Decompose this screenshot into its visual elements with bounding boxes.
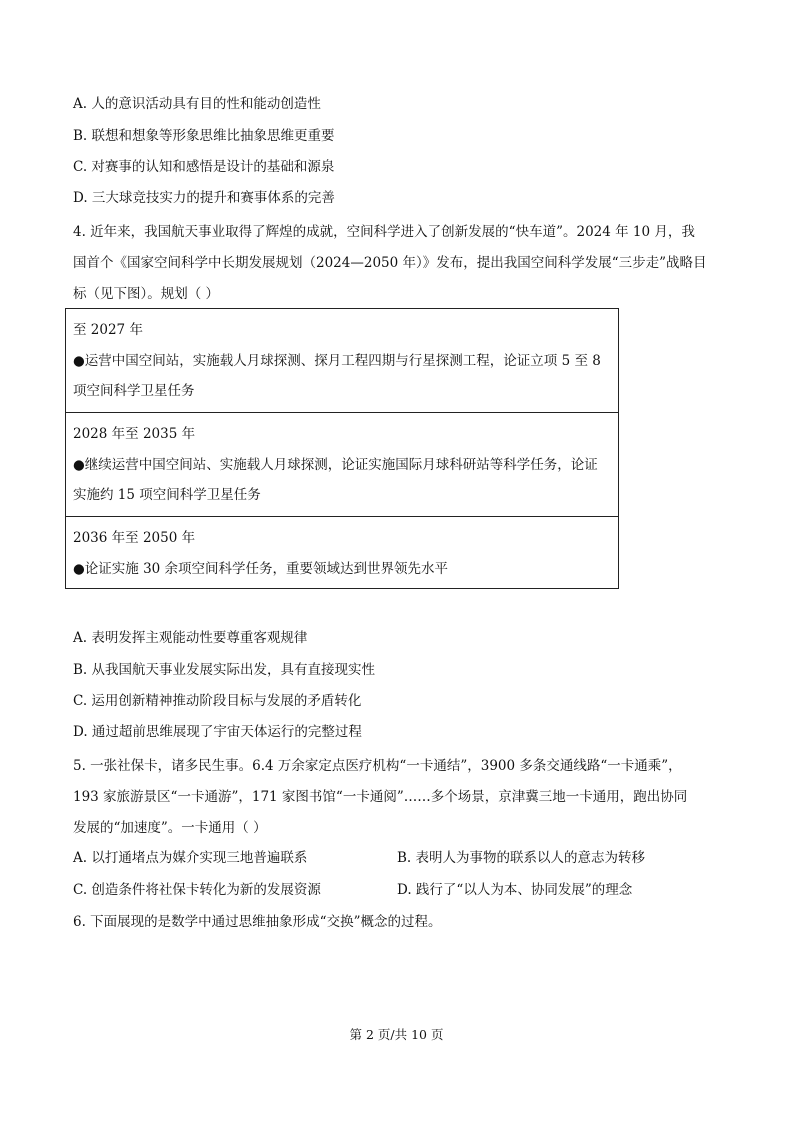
q5-option-d: D. 践行了“以人为本、协同发展”的理念 xyxy=(397,882,633,898)
q5-stem-line-1: 5. 一张社保卡，诸多民生事。6.4 万余家定点医疗机构“一卡通结”，3900 多条交通线路“一卡通乘”， xyxy=(73,758,682,774)
q3-option-a: A. 人的意识活动具有目的性和能动创造性 xyxy=(73,96,321,112)
q4-option-c: C. 运用创新精神推动阶段目标与发展的矛盾转化 xyxy=(73,693,362,709)
q5-option-b: B. 表明人为事物的联系以人的意志为转移 xyxy=(397,850,646,866)
row-period: 2028 年至 2035 年 xyxy=(73,426,196,442)
strategy-table xyxy=(65,308,619,589)
q4-option-d: D. 通过超前思维展现了宇宙天体运行的完整过程 xyxy=(73,724,362,740)
q5-option-c: C. 创造条件将社保卡转化为新的发展资源 xyxy=(73,882,321,898)
row-text-line: 项空间科学卫星任务 xyxy=(73,383,195,399)
q6-stem: 6. 下面展现的是数学中通过思维抽象形成“交换”概念的过程。 xyxy=(73,914,442,930)
row-text-line: 实施约 15 项空间科学卫星任务 xyxy=(73,487,261,503)
q4-stem-line-3: 标（见下图）。规划（ ） xyxy=(73,286,220,302)
table-row-2050 xyxy=(66,517,618,589)
q5-option-a: A. 以打通堵点为媒介实现三地普遍联系 xyxy=(73,850,308,866)
row-text-line: ●继续运营中国空间站、实施载人月球探测，论证实施国际月球科研站等科学任务，论证 xyxy=(73,457,598,473)
row-period: 至 2027 年 xyxy=(73,322,143,338)
q3-option-d: D. 三大球竞技实力的提升和赛事体系的完善 xyxy=(73,190,335,206)
q4-option-a: A. 表明发挥主观能动性要尊重客观规律 xyxy=(73,630,308,646)
q5-stem-line-3: 发展的“加速度”。一卡通用（ ） xyxy=(73,820,267,836)
q3-option-b: B. 联想和想象等形象思维比抽象思维更重要 xyxy=(73,128,335,144)
row-text-line: ●运营中国空间站，实施载人月球探测、探月工程四期与行星探测工程，论证立项 5 至 8 xyxy=(73,353,601,369)
page-footer: 第 2 页/共 10 页 xyxy=(349,1027,444,1042)
q4-stem-line-2: 国首个《国家空间科学中长期发展规划（2024—2050 年）》发布，提出我国空间科学发展“三步走”战略目 xyxy=(73,255,707,271)
row-text-line: ●论证实施 30 余项空间科学任务，重要领域达到世界领先水平 xyxy=(73,561,449,577)
q4-stem-line-1: 4. 近年来，我国航天事业取得了辉煌的成就，空间科学进入了创新发展的“快车道”。2024 年 10 月，我 xyxy=(73,224,695,240)
q3-option-c: C. 对赛事的认知和感悟是设计的基础和源泉 xyxy=(73,159,335,175)
q4-option-b: B. 从我国航天事业发展实际出发，具有直接现实性 xyxy=(73,662,376,678)
row-period: 2036 年至 2050 年 xyxy=(73,530,196,546)
table-row-2035 xyxy=(66,413,618,516)
table-row-2027 xyxy=(66,309,618,412)
q5-stem-line-2: 193 家旅游景区“一卡通游”，171 家图书馆“一卡通阅”……多个场景，京津冀三地一卡通用，跑出协同 xyxy=(73,789,688,805)
